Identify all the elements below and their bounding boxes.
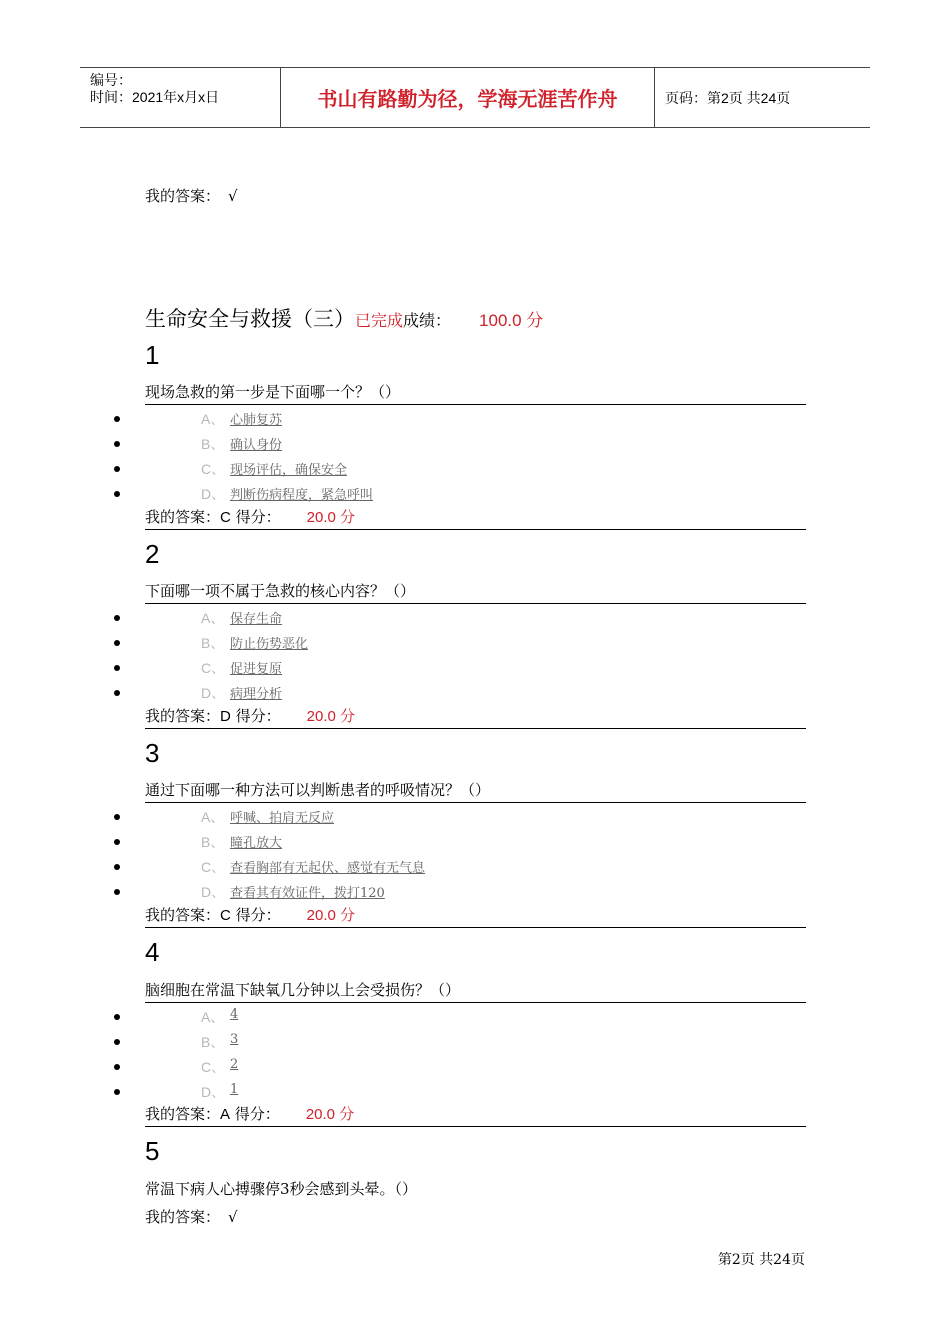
bullet-icon [114,665,120,671]
option-link[interactable]: 1 [230,1082,239,1097]
question-text: 现场急救的第一步是下面哪一个？（） [145,381,806,405]
top-answer-value: √ [228,187,238,205]
top-answer [145,185,238,206]
page-header [80,67,870,128]
option-letter: A、 [201,809,225,825]
option-item[interactable] [0,611,950,635]
answer-label: 我的答案： [145,707,221,725]
answer-value: C [220,907,231,924]
option-letter: B、 [201,436,225,452]
option-item[interactable] [0,661,950,685]
option-letter: C、 [201,660,226,676]
score-label: 得分： [230,508,281,526]
option-link[interactable]: 查看其有效证件，拨打120 [230,886,385,901]
question-text: 脑细胞在常温下缺氧几分钟以上会受损伤？（） [145,979,806,1003]
option-item[interactable] [0,1032,950,1059]
answer-label: 我的答案： [145,1208,221,1226]
header-time: 时间：2021年x月x日 [90,89,220,105]
question-number: 2 [145,539,160,569]
answer-value: C [220,509,231,526]
option-link[interactable]: 查看胸部有无起伏、感觉有无气息 [230,861,426,876]
answer-value: A [220,1106,231,1123]
bullet-icon [114,864,120,870]
option-link[interactable]: 瞳孔放大 [230,836,283,851]
question-number: 1 [145,340,160,370]
section-title [145,303,543,333]
question-number: 5 [145,1136,160,1166]
bullet-icon [114,839,120,845]
option-item[interactable] [0,860,950,884]
answer-label: 我的答案： [145,508,221,526]
answer-score: 20.0 分 [306,708,356,725]
option-letter: C、 [201,461,226,477]
question-number: 3 [145,738,160,768]
option-link[interactable]: 现场评估，确保安全 [230,463,348,478]
section-status: 已完成 [355,311,404,330]
option-item[interactable] [0,835,950,859]
option-link[interactable]: 确认身份 [230,438,283,453]
option-link[interactable]: 病理分析 [230,687,283,702]
score-label: 得分： [230,906,281,924]
answer-score: 20.0 分 [305,1106,355,1123]
section-score-label: 成绩： [403,311,452,330]
option-item[interactable] [0,412,950,436]
option-item[interactable] [0,462,950,486]
question-text: 通过下面哪一种方法可以判断患者的呼吸情况？（） [145,779,806,803]
option-letter: D、 [201,1084,226,1100]
my-answer [145,1206,238,1227]
option-item[interactable] [0,1007,950,1034]
option-letter: D、 [201,685,226,701]
answer-score: 20.0 分 [306,907,356,924]
answer-score: 20.0 分 [306,509,356,526]
option-link[interactable]: 促进复原 [230,662,283,677]
header-meta [80,68,281,127]
question-number: 4 [145,937,160,967]
bullet-icon [114,1039,120,1045]
bullet-icon [114,640,120,646]
score-label: 得分： [230,1105,280,1123]
option-link[interactable]: 呼喊、拍肩无反应 [230,811,335,826]
option-letter: B、 [201,635,225,651]
my-answer [145,904,806,928]
section-name: 生命安全与救援（三） [145,307,355,331]
page-footer: 第2页 共24页 [717,1252,805,1268]
option-letter: C、 [201,859,226,875]
option-letter: D、 [201,486,226,502]
my-answer [145,705,806,729]
option-letter: A、 [201,1009,225,1025]
bullet-icon [114,615,120,621]
option-link[interactable]: 防止伤势恶化 [230,637,309,652]
option-link[interactable]: 3 [230,1032,239,1047]
option-letter: B、 [201,1034,225,1050]
bullet-icon [114,690,120,696]
option-letter: A、 [201,411,225,427]
bullet-icon [114,1089,120,1095]
answer-value: D [220,708,231,725]
my-answer [145,506,806,530]
top-answer-label: 我的答案： [145,187,221,205]
option-letter: C、 [201,1059,226,1075]
bullet-icon [114,814,120,820]
bullet-icon [114,889,120,895]
option-link[interactable]: 2 [230,1057,239,1072]
answer-value: √ [228,1208,238,1226]
header-motto: 书山有路勤为径，学海无涯苦作舟 [281,68,655,127]
option-letter: D、 [201,884,226,900]
bullet-icon [114,416,120,422]
option-item[interactable] [0,437,950,461]
option-item[interactable] [0,1057,950,1084]
question-text: 常温下病人心搏骤停3秒会感到头晕。（） [145,1180,418,1198]
option-link[interactable]: 4 [230,1007,239,1022]
bullet-icon [114,441,120,447]
header-number: 编号： [90,72,132,88]
my-answer [145,1103,806,1127]
option-link[interactable]: 判断伤病程度，紧急呼叫 [230,488,374,503]
bullet-icon [114,1064,120,1070]
bullet-icon [114,466,120,472]
section-score: 100.0 分 [479,311,544,330]
answer-label: 我的答案： [145,1105,221,1123]
option-link[interactable]: 心肺复苏 [230,413,283,428]
bullet-icon [114,491,120,497]
option-link[interactable]: 保存生命 [230,612,283,627]
question-text: 下面哪一项不属于急救的核心内容？（） [145,580,806,604]
option-item[interactable] [0,636,950,660]
option-letter: A、 [201,610,225,626]
bullet-icon [114,1014,120,1020]
score-label: 得分： [230,707,281,725]
header-page-info: 页码：第2页 共24页 [665,89,791,106]
answer-label: 我的答案： [145,906,221,924]
option-item[interactable] [0,810,950,834]
option-letter: B、 [201,834,225,850]
